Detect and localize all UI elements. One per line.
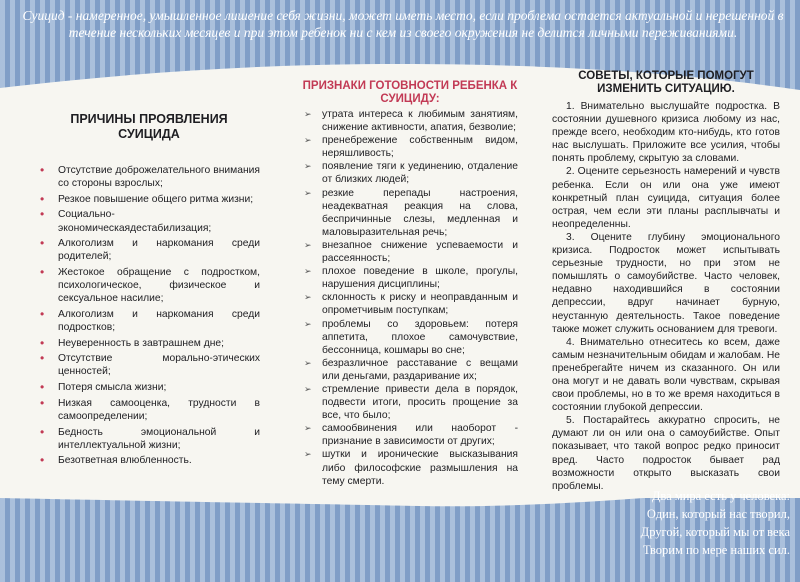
list-item: • Алкоголизм и наркомания среди подростков; [38, 308, 260, 334]
advice-paragraph: 4. Внимательно отнеситесь ко всем, даже самым незначительным обидам и жалобам. Не пренебрегайте ничем из сказанного. Он или она могут и не давать воли чувствам, скрывая свои проблемы, но в то же время находиться в состоянии глубокой депрессии. [552, 336, 780, 414]
list-item: ➢ проблемы со здоровьем: потеря аппетита, плохое самочувствие, бессонница, кошмары во сне; [302, 318, 518, 357]
list-item: ➢ появление тяги к уединению, отдаление от близких людей; [302, 160, 518, 186]
list-item: • Социально-экономическаядестабилизация; [38, 208, 260, 234]
list-item: • Низкая самооценка, трудности в самоопределении; [38, 397, 260, 423]
list-item: • Бедность эмоциональной и интеллектуальной жизни; [38, 426, 260, 452]
causes-title: ПРИЧИНЫ ПРОЯВЛЕНИЯ СУИЦИДА [70, 112, 228, 141]
list-item: ➢ внезапное снижение успеваемости и рассеянность; [302, 239, 518, 265]
poem-line: Один, который нас творил, [646, 507, 790, 521]
list-item: ➢ резкие перепады настроения, неадекватная реакция на слова, беспричинные слезы, медленная и маловыразительная речь; [302, 187, 518, 239]
list-item: • Неуверенность в завтрашнем дне; [38, 337, 260, 350]
list-item: ➢ пренебрежение собственным видом, неряшливость; [302, 134, 518, 160]
list-item: ➢ утрата интереса к любимым занятиям, снижение активности, апатия, безволие; [302, 108, 518, 134]
list-item: ➢ шутки и иронические высказывания либо философские размышления на тему смерти. [302, 448, 518, 487]
signs-list [302, 108, 518, 488]
list-item: ➢ безразличное расставание с вещами или деньгами, раздаривание их; [302, 357, 518, 383]
list-item: • Отсутствие доброжелательного внимания со стороны взрослых; [38, 164, 260, 190]
poem-line: Другой, который мы от века [640, 525, 790, 539]
list-item: • Отсутствие морально-этических ценностей; [38, 352, 260, 378]
list-item: ➢ склонность к риску и неоправданным и опрометчивым поступкам; [302, 291, 518, 317]
signs-title: ПРИЗНАКИ ГОТОВНОСТИ РЕБЕНКА К СУИЦИДУ: [302, 80, 518, 105]
advice-paragraph: 2. Оцените серьезность намерений и чувств ребенка. Если он или она уже имеют конкретный план суицида, ситуация более острая, чем если эти планы расплывчаты и неопределенны. [552, 166, 780, 230]
advice-paragraph: 1. Внимательно выслушайте подростка. В состоянии душевного кризиса любому из нас, прежде всего, необходим кто-нибудь, кто готов нас выслушать. Приложите все усилия, чтобы понять проблему, скрытую за словами. [552, 101, 780, 165]
list-item: ➢ плохое поведение в школе, прогулы, нарушения дисциплины; [302, 265, 518, 291]
advice-paragraph: 5. Постарайтесь аккуратно спросить, не думают ли он или она о самоубийстве. Опыт показывает, что такой вопрос редко приносит вред. Часто подросток бывает рад возможности открыто высказать свои проблемы. [552, 415, 780, 492]
poem-line: Творим по мере наших сил. [642, 543, 790, 557]
list-item: • Алкоголизм и наркомания среди родителей; [38, 237, 260, 263]
list-item: • Потеря смысла жизни; [38, 381, 260, 394]
poem [560, 487, 790, 559]
advice-title: СОВЕТЫ, КОТОРЫЕ ПОМОГУТ ИЗМЕНИТЬ СИТУАЦИЮ. [578, 70, 754, 95]
list-item: ➢ самообвинения или наоборот - признание в зависимости от других; [302, 422, 518, 448]
list-item: • Жестокое обращение с подростком, психологическое, физическое и сексуальное насилие; [38, 266, 260, 305]
list-item: • Безответная влюбленность. [38, 454, 260, 467]
causes-column [38, 112, 260, 470]
causes-list [38, 164, 260, 468]
list-item: ➢ стремление привести дела в порядок, подвести итоги, просить прощение за все, что было; [302, 383, 518, 422]
advice-column [552, 70, 780, 493]
list-item: • Резкое повышение общего ритма жизни; [38, 193, 260, 206]
suicide-definition-text: Суицид - намеренное, умышленное лишение себя жизни, может иметь место, если проблема остается актуальной и нерешенной в течение нескольких месяцев и при этом ребенок ни с кем из своего окружения не делится личными переживаниями. [22, 8, 784, 40]
advice-paragraph: 3. Оцените глубину эмоционального кризиса. Подросток может испытывать серьезные трудности, но при этом не помышлять о самоубийстве. Часто человек, недавно находившийся в состоянии депрессии, вдруг начинает бурную, неустанную деятельность. Такое поведение также может служить основанием для тревоги. [552, 231, 780, 335]
poem-line: Два мира есть у человека: [651, 489, 790, 503]
signs-column [302, 80, 518, 488]
